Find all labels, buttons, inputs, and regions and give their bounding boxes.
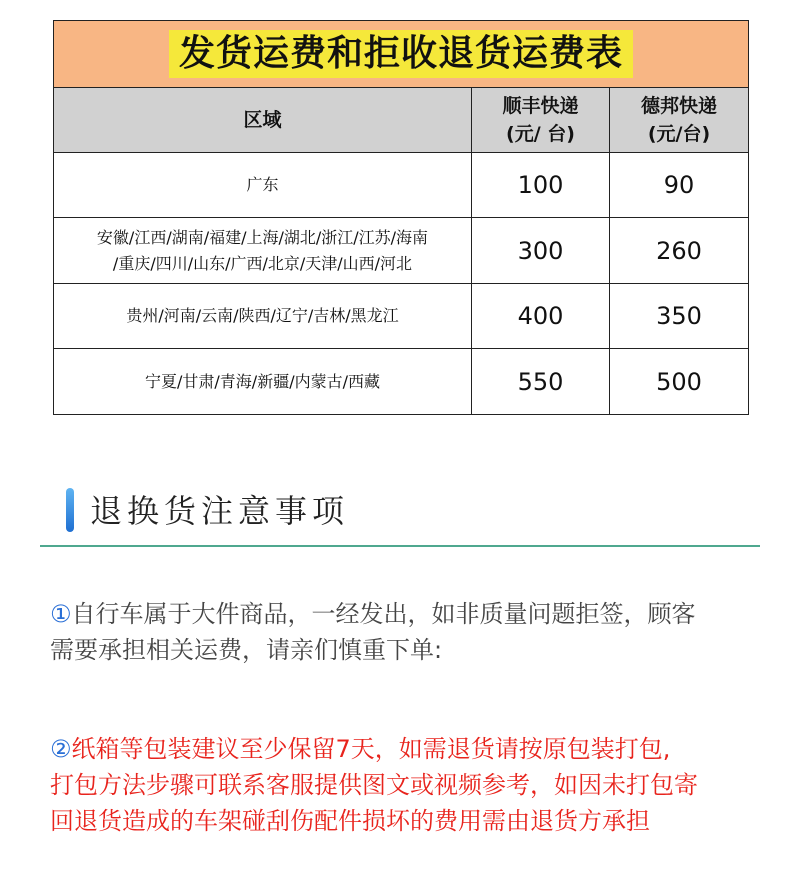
table-row — [54, 349, 749, 415]
circled-one-marker: ① — [50, 600, 72, 628]
region-cell: 广东 — [54, 153, 472, 218]
table-row — [54, 153, 749, 218]
accent-bar-icon — [66, 488, 74, 532]
section-title: 退换货注意事项 — [90, 492, 350, 530]
table-title-cell — [54, 21, 749, 88]
header-deppon-express: 德邦快递 (元/台) — [610, 88, 749, 153]
db-price-cell: 90 — [610, 153, 749, 218]
note-2: ②纸箱等包装建议至少保留7天，如需退货请按原包装打包, 打包方法步骤可联系客服提供图文或视频参考，如因未打包寄 回退货造成的车架碰刮伤配件损坏的费用需由退货方承担 — [50, 735, 698, 835]
db-price-cell: 350 — [610, 284, 749, 349]
table-title: 发货运费和拒收退货运费表 — [169, 30, 633, 78]
region-cell: 安徽/江西/湖南/福建/上海/湖北/浙江/江苏/海南 /重庆/四川/山东/广西/北京/天津/山西/河北 — [54, 218, 472, 284]
header-region: 区域 — [54, 88, 472, 153]
table-header-row — [54, 88, 749, 153]
db-price-cell: 260 — [610, 218, 749, 284]
note-1: ①自行车属于大件商品，一经发出，如非质量问题拒签，顾客 需要承担相关运费，请亲们慎重下单: — [50, 600, 696, 664]
sf-price-cell: 550 — [472, 349, 610, 415]
shipping-fee-table — [53, 20, 749, 415]
circled-two-marker: ② — [50, 735, 72, 763]
db-price-cell: 500 — [610, 349, 749, 415]
sf-price-cell: 300 — [472, 218, 610, 284]
sf-price-cell: 400 — [472, 284, 610, 349]
section-header — [62, 486, 382, 536]
table-row — [54, 284, 749, 349]
section-divider — [40, 545, 760, 547]
table-row — [54, 218, 749, 284]
region-cell: 宁夏/甘肃/青海/新疆/内蒙古/西藏 — [54, 349, 472, 415]
header-sf-express: 顺丰快递 (元/ 台) — [472, 88, 610, 153]
region-cell: 贵州/河南/云南/陕西/辽宁/吉林/黑龙江 — [54, 284, 472, 349]
sf-price-cell: 100 — [472, 153, 610, 218]
